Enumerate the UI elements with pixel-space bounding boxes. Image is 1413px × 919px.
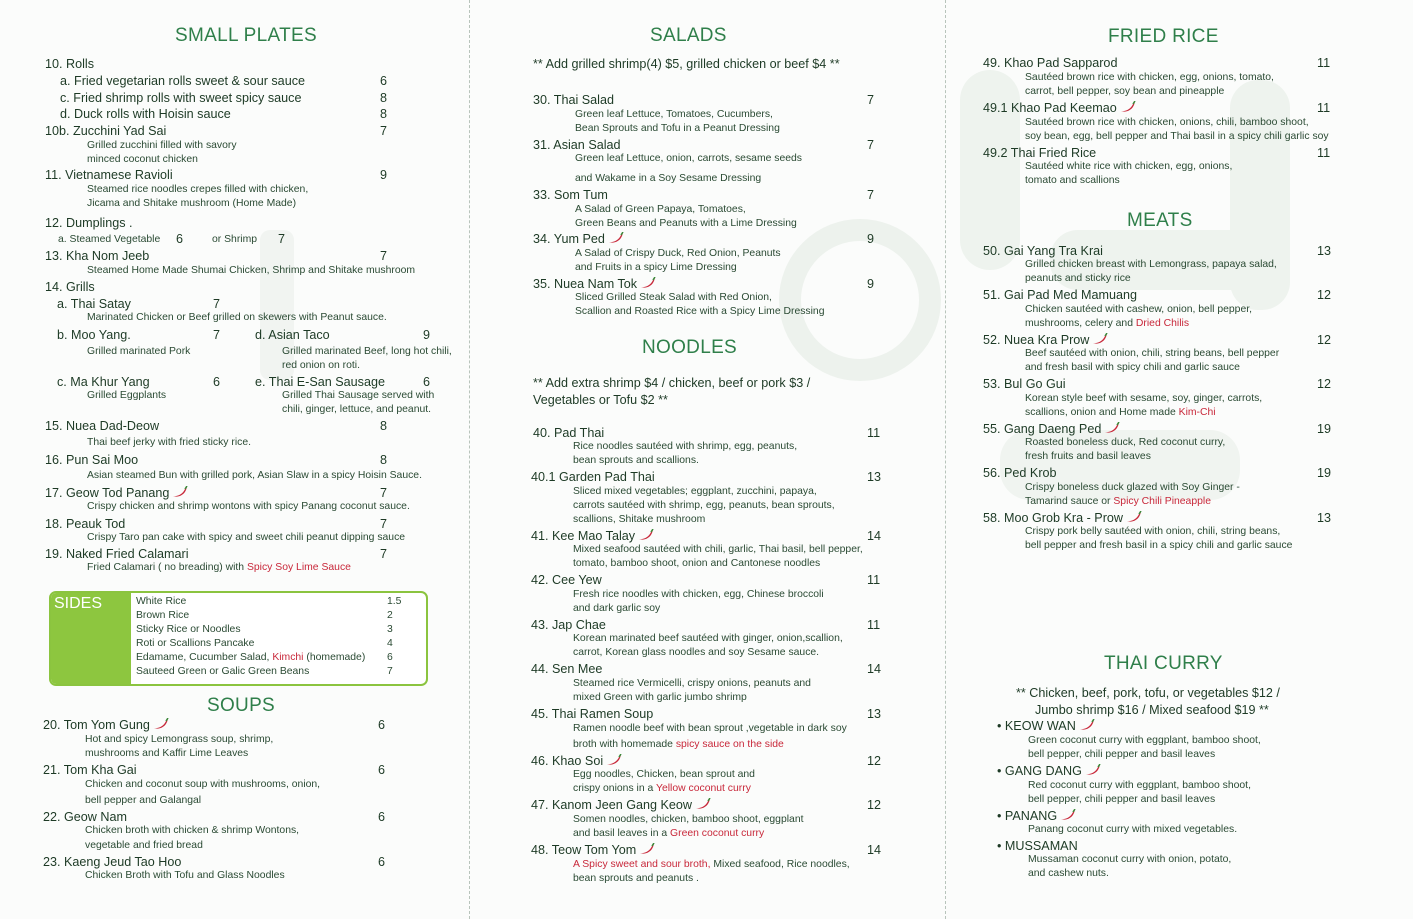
section-title-salads: SALADS — [650, 25, 727, 46]
menu-item-name: 52. Nuea Kra Prow — [983, 333, 1090, 347]
menu-item-price: 7 — [867, 188, 875, 202]
menu-item-name: 18. Peauk Tod — [45, 517, 126, 531]
menu-item-name: 43. Jap Chae — [531, 618, 606, 632]
menu-item-price: 8 — [380, 453, 388, 467]
menu-item-description — [573, 739, 784, 750]
menu-item-description: Crispy boneless duck glazed with Soy Ginger - — [1025, 482, 1240, 493]
menu-item-description: Rice noodles sautéed with shrimp, egg, peanuts, — [573, 441, 798, 452]
menu-item-description: Chicken broth with chicken & shrimp Wontons, — [85, 825, 300, 836]
menu-item-description: Bean Sprouts and Tofu in a Peanut Dressing — [575, 123, 780, 134]
menu-item-description: Steamed Home Made Shumai Chicken, Shrimp and Shitake mushroom — [87, 265, 416, 276]
description-highlight: A Spicy sweet and sour broth, — [573, 859, 711, 870]
menu-item-name: 58. Moo Grob Kra - Prow — [983, 511, 1123, 525]
menu-item-price: 6 — [378, 855, 386, 869]
menu-item-name: 48. Teow Tom Yom — [531, 843, 637, 857]
chili-icon — [1104, 422, 1120, 434]
menu-item — [531, 754, 622, 768]
chili-icon — [695, 798, 711, 810]
menu-item-description: Green Beans and Peanuts with a Lime Dressing — [575, 218, 797, 229]
menu-item-description: tomato and scallions — [1025, 175, 1120, 186]
chili-icon — [1060, 809, 1076, 821]
menu-item-description — [573, 783, 751, 794]
menu-item — [531, 798, 711, 812]
side-item-name: Brown Rice — [136, 610, 190, 621]
side-item-name — [136, 652, 365, 663]
menu-item-description: Thai beef jerky with fried sticky rice. — [87, 437, 251, 448]
menu-item-name: 46. Khao Soi — [531, 754, 604, 768]
menu-item-description: Fresh rice noodles with chicken, egg, Chinese broccoli — [573, 589, 824, 600]
menu-item-description: and cashew nuts. — [1028, 868, 1109, 879]
menu-item-description: minced coconut chicken — [87, 154, 198, 165]
menu-item — [997, 719, 1095, 733]
menu-item-name: 40. Pad Thai — [533, 426, 605, 440]
menu-item-description: red onion on roti. — [282, 360, 360, 371]
menu-item-description: Mussaman coconut curry with onion, potato, — [1028, 854, 1232, 865]
menu-item-description: Roasted boneless duck, Red coconut curry, — [1025, 437, 1226, 448]
menu-item-name: d. Duck rolls with Hoisin sauce — [60, 107, 231, 121]
menu-item-description: and Fruits in a spicy Lime Dressing — [575, 262, 737, 273]
menu-item-price: 12 — [1317, 377, 1332, 391]
sides-panel — [49, 591, 428, 686]
menu-item-description — [573, 828, 764, 839]
description-text: Tamarind sauce or — [1025, 496, 1111, 507]
menu-item-name: 10. Rolls — [45, 57, 94, 71]
menu-item-name: 41. Kee Mao Talay — [531, 529, 636, 543]
description-highlight: Green coconut curry — [670, 828, 765, 839]
menu-item-description: Chicken Broth with Tofu and Glass Noodles — [85, 870, 285, 881]
menu-item-description: Grilled Thai Sausage served with — [282, 390, 435, 401]
menu-item-price: 11 — [1317, 101, 1331, 115]
menu-item — [997, 809, 1076, 823]
menu-item-description: A Salad of Green Papaya, Tomatoes, — [575, 204, 746, 215]
menu-item-description: Korean style beef with sesame, soy, ginger, carrots, — [1025, 393, 1263, 404]
menu-item — [531, 843, 655, 857]
menu-item — [983, 333, 1108, 347]
menu-item-price: 11 — [867, 618, 881, 632]
menu-item-price: 7 — [380, 249, 388, 263]
menu-item-price: 9 — [423, 328, 431, 342]
menu-item-description: Beef sautéed with onion, chili, string beans, bell pepper — [1025, 348, 1280, 359]
description-highlight: Dried Chilis — [1135, 318, 1190, 329]
side-item-name: White Rice — [136, 596, 187, 607]
menu-item-description: vegetable and fried bread — [85, 840, 203, 851]
menu-item-description: and Wakame in a Soy Sesame Dressing — [575, 173, 762, 184]
menu-item-price: 12 — [867, 754, 882, 768]
menu-item-name: 16. Pun Sai Moo — [45, 453, 139, 467]
menu-item-description: Red coconut curry with eggplant, bamboo shoot, — [1028, 780, 1251, 791]
menu-item-price: 13 — [1317, 244, 1332, 258]
chili-icon — [606, 754, 622, 766]
menu-item-description: Steamed rice Vermicelli, crispy onions, peanuts and — [573, 678, 811, 689]
menu-item-price: 14 — [867, 662, 882, 676]
menu-item-name: 51. Gai Pad Med Mamuang — [983, 288, 1138, 302]
menu-item-description — [87, 562, 351, 573]
description-text: crispy onions in a — [573, 783, 654, 794]
side-item-price: 3 — [387, 624, 393, 635]
chili-icon — [172, 486, 188, 498]
menu-item-price: 6 — [213, 375, 221, 389]
menu-item-price: 8 — [380, 107, 388, 121]
menu-item-description: Grilled marinated Pork — [87, 346, 191, 357]
side-item-price: 1.5 — [387, 596, 402, 607]
menu-item — [43, 718, 169, 732]
chili-icon — [638, 529, 654, 541]
menu-item-price: 11 — [867, 426, 881, 440]
menu-item-name: 21. Tom Kha Gai — [43, 763, 137, 777]
menu-item-name: 53. Bul Go Gui — [983, 377, 1066, 391]
menu-item-description — [573, 859, 850, 870]
description-highlight: Spicy Soy Lime Sauce — [246, 562, 351, 573]
menu-item-description: carrots sautéed with shrimp, egg, peanuts, bean sprouts, — [573, 500, 835, 511]
menu-item-name: d. Asian Taco — [255, 328, 330, 342]
menu-item-price: 13 — [867, 470, 882, 484]
section-title-thai-curry: THAI CURRY — [1104, 653, 1223, 674]
menu-item-description: carrot, Korean glass noodles and soy Sesame sauce. — [573, 647, 820, 658]
menu-item-description: Chicken and coconut soup with mushrooms, onion, — [85, 779, 321, 790]
menu-item-name: 45. Thai Ramen Soup — [531, 707, 654, 721]
description-highlight: Yellow coconut curry — [655, 783, 751, 794]
menu-item-description: Marinated Chicken or Beef grilled on skewers with Peanut sauce. — [87, 312, 387, 323]
section-note: ** Add extra shrimp $4 / chicken, beef or pork $3 / — [533, 376, 811, 390]
menu-item-name: 50. Gai Yang Tra Krai — [983, 244, 1103, 258]
menu-item-description — [1025, 407, 1216, 418]
menu-item-name: a. Fried vegetarian rolls sweet & sour sauce — [60, 74, 305, 88]
menu-item-name: 47. Kanom Jeen Gang Keow — [531, 798, 693, 812]
menu-item-name: 49.2 Thai Fried Rice — [983, 146, 1097, 160]
description-highlight: Kim-Chi — [1178, 407, 1216, 418]
menu-item-description: bell pepper, chili pepper and basil leaves — [1028, 794, 1216, 805]
menu-item-name: • MUSSAMAN — [997, 839, 1078, 853]
description-text: and basil leaves in a — [573, 828, 668, 839]
menu-item-description: Panang coconut curry with mixed vegetables. — [1028, 824, 1238, 835]
menu-item-name: 56. Ped Krob — [983, 466, 1057, 480]
sides-title: SIDES — [54, 595, 103, 612]
menu-item-description: tomato, bamboo shoot, onion and Cantonese noodles — [573, 558, 821, 569]
description-text: Fried Calamari ( no breading) with — [87, 562, 245, 573]
menu-item-description: Jicama and Shitake mushroom (Home Made) — [87, 198, 297, 209]
menu-item-description: Crispy Taro pan cake with spicy and sweet chili peanut dipping sauce — [87, 532, 406, 543]
menu-item-price: 7 — [213, 328, 221, 342]
menu-item-description: Egg noodles, Chicken, bean sprout and — [573, 769, 755, 780]
description-text: scallions, onion and Home made — [1025, 407, 1176, 418]
description-highlight: spicy sauce on the side — [675, 739, 784, 750]
menu-item-description: bell pepper, chili pepper and basil leaves — [1028, 749, 1216, 760]
menu-item-price: 14 — [867, 843, 882, 857]
menu-item — [531, 529, 654, 543]
side-item-price: 6 — [387, 652, 393, 663]
side-item-price: 7 — [387, 666, 393, 677]
menu-item-name: c. Fried shrimp rolls with sweet spicy sauce — [60, 91, 302, 105]
menu-item — [983, 422, 1120, 436]
chili-icon — [608, 232, 624, 244]
menu-item-description: soy bean, egg, bell pepper and Thai basil in a spicy chili garlic soy — [1025, 131, 1329, 142]
menu-item-name: 10b. Zucchini Yad Sai — [45, 124, 167, 138]
menu-item-description: Sliced mixed vegetables; eggplant, zucchini, papaya, — [573, 486, 817, 497]
menu-item-description: fresh fruits and basil leaves — [1025, 451, 1151, 462]
side-item-price: 2 — [387, 610, 393, 621]
chili-icon — [153, 718, 169, 730]
menu-item-name: 14. Grills — [45, 280, 95, 294]
menu-item-price: 11 — [1317, 56, 1331, 70]
section-note: ** Chicken, beef, pork, tofu, or vegetables $12 / — [1016, 686, 1280, 700]
sides-tag — [51, 593, 131, 684]
menu-item-name: b. Moo Yang. — [57, 328, 131, 342]
menu-item — [997, 764, 1101, 778]
menu-item-description: and dark garlic soy — [573, 603, 661, 614]
column-divider-1 — [469, 0, 470, 919]
menu-item-description: Sliced Grilled Steak Salad with Red Onion, — [575, 292, 772, 303]
menu-item-description: and fresh basil with spicy chili and garlic sauce — [1025, 362, 1240, 373]
menu-item-name: 23. Kaeng Jeud Tao Hoo — [43, 855, 182, 869]
menu-item-price: 6 — [378, 810, 386, 824]
menu-item-option: or Shrimp — [212, 234, 258, 245]
menu-item-description: mushrooms and Kaffir Lime Leaves — [85, 748, 249, 759]
menu-item-price: 7 — [867, 93, 875, 107]
menu-item-description: Scallion and Roasted Rice with a Spicy Lime Dressing — [575, 306, 825, 317]
description-highlight: Spicy Chili Pineapple — [1113, 496, 1211, 507]
menu-item-name: • GANG DANG — [997, 764, 1082, 778]
menu-item-price: 12 — [1317, 288, 1332, 302]
menu-item-description: scallions, Shitake mushroom — [573, 514, 706, 525]
menu-item — [533, 277, 656, 291]
menu-item-name: 34. Yum Ped — [533, 232, 605, 246]
section-note: Jumbo shrimp $16 / Mixed seafood $19 ** — [1035, 703, 1269, 717]
menu-item-description: Chicken sautéed with cashew, onion, bell pepper, — [1025, 304, 1253, 315]
menu-item-price: 9 — [867, 232, 875, 246]
menu-item-name: 44. Sen Mee — [531, 662, 603, 676]
menu-item-price: 6 — [423, 375, 431, 389]
menu-item-name: 17. Geow Tod Panang — [45, 486, 170, 500]
menu-item-price: 9 — [380, 168, 388, 182]
menu-item-price: 7 — [278, 232, 286, 246]
menu-item — [983, 511, 1142, 525]
menu-item-price: 13 — [867, 707, 882, 721]
menu-item-name: 49. Khao Pad Sapparod — [983, 56, 1118, 70]
menu-item-price: 6 — [378, 718, 386, 732]
section-note: ** Add grilled shrimp(4) $5, grilled chicken or beef $4 ** — [533, 57, 840, 71]
menu-item-price: 7 — [867, 138, 875, 152]
menu-item-name: 55. Gang Daeng Ped — [983, 422, 1102, 436]
menu-item-name: 12. Dumplings . — [45, 216, 133, 230]
menu-item-name: • KEOW WAN — [997, 719, 1076, 733]
menu-item-price: 12 — [867, 798, 882, 812]
menu-item-name: • PANANG — [997, 809, 1058, 823]
menu-item-description: bell pepper and Galangal — [85, 795, 202, 806]
side-item-text: (homemade) — [306, 652, 366, 663]
side-item-text: Edamame, Cucumber Salad, — [136, 652, 270, 663]
menu-item-price: 7 — [380, 486, 388, 500]
menu-item-description: bell pepper and fresh basil in a spicy chili and garlic sauce — [1025, 540, 1293, 551]
menu-item-name: 49.1 Khao Pad Keemao — [983, 101, 1117, 115]
menu-item — [533, 232, 624, 246]
menu-item-description: Asian steamed Bun with grilled pork, Asian Slaw in a spicy Hoisin Sauce. — [87, 470, 422, 481]
menu-item-name: 40.1 Garden Pad Thai — [531, 470, 655, 484]
menu-item-description: Korean marinated beef sautéed with ginger, onion,scallion, — [573, 633, 843, 644]
side-item-name: Sauteed Green or Galic Green Beans — [136, 666, 310, 677]
menu-item-description: A Salad of Crispy Duck, Red Onion, Peanuts — [575, 248, 781, 259]
menu-item-price: 6 — [380, 74, 388, 88]
chili-icon — [1120, 101, 1136, 113]
menu-item-description: Mixed seafood sautéed with chili, garlic, Thai basil, bell pepper, — [573, 544, 863, 555]
menu-item-name: e. Thai E-San Sausage — [255, 375, 385, 389]
menu-item-description: Green leaf Lettuce, onion, carrots, sesame seeds — [575, 153, 802, 164]
menu-item-description: Green leaf Lettuce, Tomatoes, Cucumbers, — [575, 109, 773, 120]
section-title-soups: SOUPS — [207, 695, 276, 716]
description-text: mushrooms, celery and — [1025, 318, 1133, 329]
menu-item-description: Grilled chicken breast with Lemongrass, papaya salad, — [1025, 259, 1277, 270]
menu-item-price: 6 — [176, 232, 184, 246]
menu-item-description: chili, ginger, lettuce, and peanut. — [282, 404, 432, 415]
menu-item-price: 14 — [867, 529, 882, 543]
menu-item-price: 8 — [380, 419, 388, 433]
menu-item-name: 11. Vietnamese Ravioli — [45, 168, 173, 182]
menu-item-name: 31. Asian Salad — [533, 138, 621, 152]
chili-icon — [1126, 511, 1142, 523]
menu-item — [983, 101, 1136, 115]
menu-item-name: 20. Tom Yom Gung — [43, 718, 150, 732]
menu-item-description: Grilled zucchini filled with savory — [87, 140, 237, 151]
chili-icon — [639, 843, 655, 855]
side-item-name: Roti or Scallions Pancake — [136, 638, 255, 649]
menu-item-price: 19 — [1317, 466, 1332, 480]
menu-item-description: bean sprouts and peanuts . — [573, 873, 699, 884]
menu-item-price: 11 — [867, 573, 881, 587]
chili-icon — [1079, 719, 1095, 731]
menu-item-description: Hot and spicy Lemongrass soup, shrimp, — [85, 734, 274, 745]
menu-item-description: Crispy pork belly sautéed with onion, chili, string beans, — [1025, 526, 1281, 537]
menu-item-name: 42. Cee Yew — [531, 573, 602, 587]
menu-item-description: Crispy chicken and shrimp wontons with spicy Panang coconut sauce. — [87, 501, 410, 512]
menu-item-description: bean sprouts and scallions. — [573, 455, 699, 466]
menu-item-description: Green coconut curry with eggplant, bamboo shoot, — [1028, 735, 1261, 746]
menu-item-description: carrot, bell pepper, soy bean and pineapple — [1025, 86, 1225, 97]
menu-item-price: 9 — [867, 277, 875, 291]
menu-item-description: Sautéed brown rice with chicken, onions, chili, bamboo shoot, — [1025, 117, 1309, 128]
description-text: Mixed seafood, Rice noodles, — [713, 859, 850, 870]
section-title-small-plates: SMALL PLATES — [175, 25, 317, 46]
menu-item-name: a. Thai Satay — [57, 297, 131, 311]
menu-item-description: Ramen noodle beef with bean sprout ,vegetable in dark soy — [573, 723, 847, 734]
menu-item-name: 33. Som Tum — [533, 188, 608, 202]
menu-item — [45, 486, 188, 500]
menu-item-description: mixed Green with garlic jumbo shrimp — [573, 692, 747, 703]
section-title-noodles: NOODLES — [642, 337, 738, 358]
description-text: broth with homemade — [573, 739, 673, 750]
menu-item-option: a. Steamed Vegetable — [58, 234, 161, 245]
menu-item-description — [1025, 318, 1189, 329]
chili-icon — [1092, 333, 1108, 345]
section-title-fried-rice: FRIED RICE — [1108, 26, 1219, 47]
menu-item-description: Grilled Eggplants — [87, 390, 167, 401]
menu-item-price: 19 — [1317, 422, 1332, 436]
menu-item-price: 7 — [380, 517, 388, 531]
menu-item-price: 13 — [1317, 511, 1332, 525]
menu-item-description: Steamed rice noodles crepes filled with chicken, — [87, 184, 309, 195]
side-item-highlight: Kimchi — [272, 652, 304, 663]
menu-item-name: c. Ma Khur Yang — [57, 375, 150, 389]
menu-item-description: Sautéed brown rice with chicken, egg, onions, tomato, — [1025, 72, 1274, 83]
menu-item-description: Somen noodles, chicken, bamboo shoot, eggplant — [573, 814, 804, 825]
menu-item-price: 12 — [1317, 333, 1332, 347]
column-divider-2 — [945, 0, 946, 919]
menu-item-price: 7 — [380, 547, 388, 561]
menu-item-name: 35. Nuea Nam Tok — [533, 277, 638, 291]
menu-item-name: 15. Nuea Dad-Deow — [45, 419, 160, 433]
side-item-price: 4 — [387, 638, 393, 649]
menu-item-name: 22. Geow Nam — [43, 810, 127, 824]
menu-item-price: 8 — [380, 91, 388, 105]
menu-item-description: Grilled marinated Beef, long hot chili, — [282, 346, 452, 357]
menu-item-price: 11 — [1317, 146, 1331, 160]
menu-item-description — [1025, 496, 1211, 507]
menu-item-name: 19. Naked Fried Calamari — [45, 547, 189, 561]
chili-icon — [1085, 764, 1101, 776]
section-title-meats: MEATS — [1127, 210, 1193, 231]
section-note: Vegetables or Tofu $2 ** — [533, 393, 668, 407]
menu-item-name: 13. Kha Nom Jeeb — [45, 249, 150, 263]
menu-item-price: 6 — [378, 763, 386, 777]
menu-item-price: 7 — [380, 124, 388, 138]
chili-icon — [640, 277, 656, 289]
menu-item-name: 30. Thai Salad — [533, 93, 614, 107]
menu-item-description: Sautéed white rice with chicken, egg, onions, — [1025, 161, 1233, 172]
side-item-name: Sticky Rice or Noodles — [136, 624, 241, 635]
menu-item-description: peanuts and sticky rice — [1025, 273, 1131, 284]
menu-item-price: 7 — [213, 297, 221, 311]
